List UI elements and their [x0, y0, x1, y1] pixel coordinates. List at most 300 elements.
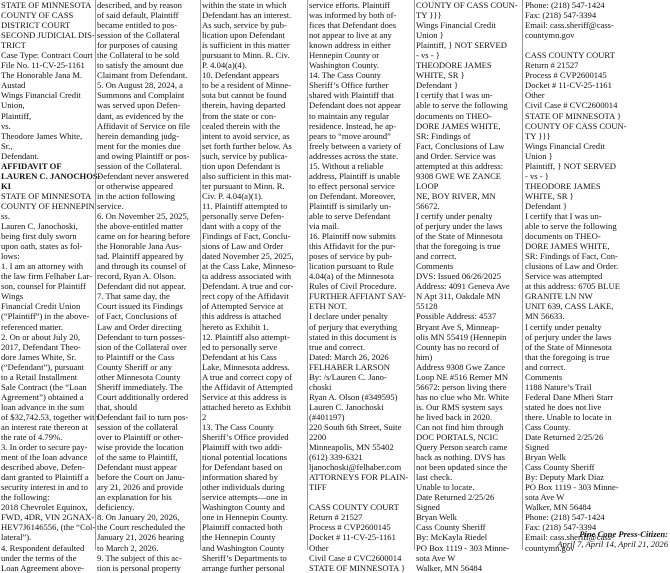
notice-text-line: (“Plaintiff”) in the above- — [1, 311, 90, 322]
notice-column-3 — [202, 0, 305, 573]
notice-text-line: Wings — [1, 291, 24, 302]
notice-text-line: of perjury under the laws — [525, 331, 612, 342]
notice-text-line: Fax: (218) 547-3394 — [525, 522, 597, 533]
notice-text-line: 56672. — [416, 200, 440, 211]
notice-text-line: described, and by reason — [97, 0, 182, 10]
notice-text-line: countymn.gov — [525, 542, 575, 553]
notice-text-line: I certify that I was un- — [525, 210, 602, 221]
notice-text-line: MN 56633. — [525, 311, 565, 322]
notice-text-line: Phone: (218) 547-1424 — [525, 0, 605, 10]
notice-text-line: Comments — [416, 261, 454, 272]
notice-text-line: the Honorable Jana Aus- — [97, 241, 182, 252]
notice-text-line: the following: — [1, 492, 50, 503]
notice-text-line: Defendant } — [525, 200, 568, 211]
notice-text-line: County has no record of — [416, 341, 500, 352]
notice-text-line: also sufficient in this mat- — [202, 170, 292, 181]
notice-text-line: lows: — [1, 251, 20, 262]
notice-text-line: of Fact, Conclusions of — [97, 311, 178, 322]
notice-text-line: Defendant } — [416, 80, 459, 91]
notice-text-line: to effect personal service — [309, 180, 395, 191]
notice-text-line: of the State of Minnesota — [416, 231, 503, 242]
notice-text-line: documents on THEO- — [416, 110, 492, 121]
notice-text-line: ljanochoski@felhaber.com — [309, 462, 402, 473]
notice-text-line: FURTHER AFFIANT SAY- — [309, 291, 406, 302]
notice-text-line: Agreement”) obtained a — [1, 391, 84, 402]
notice-text-line: dant, as evidenced by the — [97, 110, 184, 121]
notice-text-line: 9. The subject of this ac- — [97, 552, 182, 563]
notice-text-line: (612) 339-6321 — [309, 452, 363, 463]
notice-text-line: Law and Order directing — [97, 321, 182, 332]
notice-text-line: 15. Without a reliable — [309, 160, 384, 171]
notice-text-line: intent to avoid service, as — [202, 130, 290, 141]
notice-text-line: referenced matter. — [1, 321, 64, 332]
notice-text-line: ed to personally serve — [202, 341, 278, 352]
notice-text-line: Signed — [525, 442, 549, 453]
notice-text-line: File No. 11-CV-25-1161 — [1, 60, 85, 71]
notice-text-line: Union } — [416, 30, 444, 41]
notice-text-line: Bryant Ave S, Minneap- — [416, 321, 500, 332]
notice-text-line: Sheriff’s Departments to — [202, 552, 287, 563]
notice-text-line: for purposes of causing — [97, 40, 178, 51]
notice-text-line: N Apt 311, Oakdale MN — [416, 291, 501, 302]
notice-text-line: 2017, Defendant Theo- — [1, 341, 81, 352]
notice-text-line: ATTORNEYS FOR PLAIN- — [309, 472, 409, 483]
notice-text-line: A true and correct copy of — [202, 371, 292, 382]
notice-text-line: PO Box 1119 - 303 Minne- — [416, 542, 510, 553]
notice-text-line: service. — [97, 200, 124, 211]
notice-text-line: to March 2, 2026. — [97, 542, 159, 553]
notice-text-line: Plaintiff, — [1, 110, 32, 121]
notice-text-line: to Plaintiff or the Cass — [97, 351, 175, 362]
notice-text-line: NE, BOY RIVER, MN — [416, 190, 496, 201]
notice-text-line: olis MN 55419 (Hennepin — [416, 331, 507, 342]
notice-text-line: loan advance in the sum — [1, 401, 85, 412]
notice-text-line: 9308 GWE WE ZANCE — [416, 170, 502, 181]
notice-text-line: FWD, 4DR, VIN 2GNAX- — [1, 512, 95, 523]
notice-text-line: ss. — [1, 210, 10, 221]
notice-text-line: other individuals during — [202, 482, 285, 493]
notice-text-line: Civ. P. 4.04(a)(1). — [202, 190, 264, 201]
notice-text-line: Process # CVP2600145 — [309, 522, 391, 533]
notice-text-line: one in Hennepin County. — [202, 512, 288, 523]
notice-text-line: to maintain any regular — [309, 110, 389, 121]
notice-text-line: P. 4.04(a)(4). — [202, 60, 247, 71]
notice-text-line: HEV7J6146556, (the “Col- — [1, 522, 96, 533]
column-divider — [307, 0, 308, 550]
notice-text-line: sota Ave W — [525, 492, 565, 503]
notice-text-line: Lake, Minnesota address. — [202, 361, 290, 372]
notice-text-line: known address in either — [309, 40, 391, 51]
notice-text-line: or otherwise appeared — [97, 180, 173, 191]
notice-text-line: Defendant at his Cass — [202, 351, 277, 362]
notice-text-line: security interest in and to — [1, 482, 88, 493]
notice-text-line: Austad — [1, 80, 26, 91]
notice-text-line: last check. — [416, 472, 453, 483]
notice-text-line: As such, service by pub- — [202, 20, 287, 31]
notice-text-line: ta address associated with — [202, 271, 292, 282]
notice-text-line: back as nothing. DVS has — [416, 452, 506, 463]
notice-text-line: Sheriff immediately. The — [97, 381, 183, 392]
notice-text-line: Signed — [416, 502, 440, 513]
notice-text-line: set forth further below. As — [202, 140, 292, 151]
notice-text-line: Walker, MN 56484 — [525, 502, 592, 513]
notice-text-line: Defendant never answered — [97, 170, 189, 181]
notice-text-line: COUNTY OF HENNEPIN — [1, 200, 95, 211]
notice-text-line: service efforts. Plaintiff — [309, 0, 391, 10]
notice-text-line: Union, — [1, 100, 25, 111]
notice-text-line: attempted at this address: — [416, 160, 504, 171]
notice-text-line: choski — [309, 381, 332, 392]
notice-text-line: and Order. Service was — [416, 150, 496, 161]
notice-column-1 — [1, 0, 101, 573]
publication-dates: April 7, April 14, April 21, 2026 — [557, 538, 668, 549]
notice-text-line: residence. Instead, he ap- — [309, 120, 397, 131]
notice-text-line: 7. That same day, the — [97, 291, 170, 302]
notice-text-line: Lauren C. Janochoski — [309, 401, 384, 412]
notice-text-line: the above-entitled matter — [97, 221, 183, 232]
notice-text-line: Affidavit of Service on file — [97, 120, 190, 131]
notice-text-line: CASS COUNTY COURT — [309, 502, 399, 513]
notice-text-line: Process # CVP2600145 — [525, 70, 607, 81]
notice-text-line: session of the Collateral — [97, 30, 180, 41]
notice-heading-line: KI — [1, 180, 12, 191]
notice-text-line: Return # 21527 — [309, 512, 363, 523]
notice-text-line: Return # 21527 — [525, 60, 579, 71]
notice-text-line: Date Returned 2/25/26 — [525, 432, 604, 443]
notice-text-line: 3. In order to secure pay- — [1, 442, 88, 453]
notice-text-line: STATE OF MINNESOTA } — [525, 110, 622, 121]
notice-text-line: clusions of Law and Order. — [525, 261, 619, 272]
notice-text-line: Unable to locate. — [416, 482, 475, 493]
notice-text-line: ETH NOT. — [309, 301, 348, 312]
publication-footer — [557, 529, 668, 549]
notice-text-line: being first duly sworn — [1, 231, 77, 242]
notice-text-line: personally serve Defen- — [202, 210, 285, 221]
notice-text-line: Wings Financial Credit — [525, 140, 605, 151]
notice-text-line: 2. On or about July 20, — [1, 331, 81, 342]
notice-text-line: Court issued its Findings — [97, 301, 183, 312]
notice-text-line: dore James White, Sr. — [1, 351, 77, 362]
column-divider — [95, 0, 96, 550]
notice-text-line: tad. Plaintiff appeared by — [97, 251, 184, 262]
notice-text-line: ment of the loan advance — [1, 452, 88, 463]
notice-text-line — [309, 492, 412, 502]
notice-text-line: sion of the Collateral over — [97, 341, 187, 352]
notice-text-line: arrange further personal — [202, 562, 285, 573]
notice-text-line: tion is personal property — [97, 562, 181, 573]
notice-text-line: UNIT 639, CASS LAKE, — [525, 301, 614, 312]
notice-heading-line: AFFIDAVIT OF — [1, 160, 62, 171]
notice-text-line: DORE JAMES WHITE, — [525, 241, 610, 252]
notice-text-line: upon oath, states as fol- — [1, 241, 83, 252]
notice-text-line: SR: Findings of — [416, 130, 471, 141]
notice-text-line: has no clue who Mr. White — [416, 391, 509, 402]
notice-text-line: and Washington County — [202, 542, 285, 553]
notice-text-line: address, Plaintiff is unable — [309, 170, 401, 181]
notice-text-line: fices that Defendant does — [309, 20, 397, 31]
notice-text-line: Other — [525, 90, 545, 101]
notice-text-line: TY }}} — [525, 130, 551, 141]
notice-text-line: GRANITE LN NW — [525, 291, 593, 302]
notice-text-line: was served upon Defen- — [97, 100, 181, 111]
notice-text-line: information shared by — [202, 472, 278, 483]
notice-text-line: Defendant did not appear. — [97, 281, 186, 292]
notice-text-line: countymn.gov — [525, 30, 575, 41]
notice-text-line: Sr., — [1, 140, 13, 151]
notice-text-line: TY }}} — [416, 10, 442, 21]
notice-text-line: 4.04(a) of the Minnesota — [309, 271, 394, 282]
notice-heading-line: LAUREN C. JANOCHOS- — [1, 170, 101, 181]
notice-text-line: shared with Plaintiff that — [309, 90, 395, 101]
notice-text-line: TRICT — [1, 40, 26, 51]
notice-text-line: Wings Financial Credit — [1, 90, 81, 101]
notice-text-line: Docket # 11-CV-25-1161 — [525, 80, 612, 91]
notice-text-line: vs. — [1, 120, 11, 131]
notice-text-line: not been updated since the — [416, 462, 508, 473]
notice-text-line: ment for the monies due — [97, 140, 181, 151]
notice-text-line: Theodore James White, — [1, 130, 83, 141]
notice-text-line: within the state in which — [202, 0, 287, 10]
notice-text-line: DOC PORTALS, NCIC — [416, 432, 499, 443]
notice-text-line: SR: Findings of Fact, Con- — [525, 251, 618, 262]
notice-text-line: at this address: 6705 BLUE — [525, 281, 620, 292]
notice-text-line: an explanation for his — [97, 492, 172, 503]
notice-text-line: addresses across the state. — [309, 150, 399, 161]
notice-text-line: this Affidavit for the pur- — [309, 241, 396, 252]
notice-column-6 — [525, 0, 668, 553]
notice-text-line: 8. On January 20, 2026, — [97, 512, 180, 523]
notice-text-line: STATE OF MINNESOTA — [1, 0, 92, 10]
notice-text-line: Rules of Civil Procedure. — [309, 281, 397, 292]
notice-text-line: 6. On November 25, 2025, — [97, 210, 189, 221]
notice-text-line: 5. On August 28, 2024, a — [97, 80, 183, 91]
notice-text-line: such, service by publica- — [202, 150, 288, 161]
notice-column-2 — [97, 0, 198, 573]
notice-text-line: THEODORE JAMES — [416, 60, 492, 71]
notice-text-line: of perjury that everything — [309, 321, 398, 332]
notice-text-line: session of the Collateral. — [97, 160, 182, 171]
notice-text-line: in the action following — [97, 190, 176, 201]
notice-text-line: pears to “move around” — [309, 130, 391, 141]
notice-text-line: is. Our RMS system says — [416, 401, 503, 412]
notice-text-line: STATE OF MINNESOTA } — [309, 562, 406, 573]
notice-text-line: 11. Plaintiff attempted to — [202, 200, 288, 211]
notice-text-line: Sheriff’s Office provided — [202, 432, 289, 443]
notice-text-line: Minneapolis, MN 55402 — [309, 442, 394, 453]
notice-text-line: lication pursuant to Rule — [309, 261, 394, 272]
notice-text-line: under the terms of the — [1, 552, 77, 563]
notice-text-line: stated in this document is — [309, 331, 397, 342]
notice-text-line: son, counsel for Plaintiff — [1, 281, 86, 292]
notice-text-line: Civil Case # CVC2600014 — [309, 552, 402, 563]
notice-text-line: Defendant to turn posses- — [97, 331, 186, 342]
notice-text-line: 12. Plaintiff also attempt- — [202, 331, 290, 342]
notice-text-line: the Hennepin County — [202, 532, 276, 543]
notice-text-line: Financial Credit Union — [1, 301, 81, 312]
notice-text-line: Case Type: Contract Court — [1, 50, 93, 61]
notice-text-line: 56672: person living there — [416, 381, 507, 392]
notice-text-line: LOOP — [416, 180, 439, 191]
notice-text-line: Date Returned 2/25/26 — [416, 492, 495, 503]
notice-text-line: 2200 — [309, 432, 327, 443]
notice-text-line: FELHABER LARSON — [309, 361, 390, 372]
notice-text-line: DVS: Issued 06/26/2025 — [416, 271, 501, 282]
notice-text-line: Claimant from Defendant. — [97, 70, 188, 81]
notice-text-line: Cass County. — [525, 421, 571, 432]
notice-text-line: Fact, Conclusions of Law — [416, 140, 505, 151]
notice-text-line: the Court rescheduled the — [97, 522, 186, 533]
notice-text-line: sota but cannot be found — [202, 90, 287, 101]
notice-text-line: able to serve the following — [525, 221, 617, 232]
notice-text-line: that the foregoing is true — [416, 241, 501, 252]
notice-text-line: Summons and Complaint — [97, 90, 185, 101]
notice-text-line: 4. Respondent defaulted — [1, 542, 85, 553]
notice-text-line: over to Plaintiff or other- — [97, 432, 184, 443]
notice-text-line: dated November 25, 2025, — [202, 251, 294, 262]
notice-text-line: him) — [416, 351, 433, 362]
notice-text-line: By: /s/Lauren C. Jano- — [309, 371, 387, 382]
notice-text-line: Loop NE #516 Remer MN — [416, 371, 509, 382]
notice-text-line: Query Person search came — [416, 442, 508, 453]
notice-text-line: and correct. — [416, 251, 457, 262]
notice-text-line: that, should — [97, 401, 138, 412]
notice-text-line: sions of Law and Order — [202, 241, 284, 252]
notice-text-line: COUNTY OF CASS COUN- — [416, 0, 518, 10]
notice-text-line: Washington County. — [309, 60, 379, 71]
notice-text-line: 220 South 6th Street, Suite — [309, 421, 402, 432]
notice-text-line: tional potential locations — [202, 452, 287, 463]
notice-text-line: that the foregoing is true — [525, 351, 610, 362]
notice-text-line: Service at this address is — [202, 391, 287, 402]
notice-text-line: Other — [309, 542, 329, 553]
notice-text-line: the law firm Felhaber Lar- — [1, 271, 92, 282]
notice-text-line: came on for hearing before — [97, 231, 191, 242]
notice-text-line: to satisfy the amount due — [97, 60, 184, 71]
notice-text-line: 10. Defendant appears — [202, 70, 280, 81]
column-divider — [414, 0, 415, 550]
notice-text-line: WHITE, SR } — [525, 190, 574, 201]
notice-text-line: 2 — [202, 411, 207, 422]
notice-text-line: Bryan Welk — [525, 452, 566, 463]
notice-text-line: to a Retail Installment — [1, 371, 78, 382]
notice-text-line: lication upon Defendant — [202, 30, 286, 41]
notice-text-line: I certify under penalty — [416, 210, 493, 221]
notice-text-line: Plaintiff is similarly un- — [309, 200, 392, 211]
notice-text-line: (“Defendant”), pursuant — [1, 361, 85, 372]
notice-text-line: on Defendant. Moreover, — [309, 190, 396, 201]
notice-text-line: the rate of 4.79%. — [1, 432, 63, 443]
notice-text-line: Comments — [525, 371, 563, 382]
notice-text-line: CASS COUNTY COURT — [525, 50, 615, 61]
notice-text-line: 14. The Cass County — [309, 70, 381, 81]
notice-text-line: at the Cass Lake, Minneso- — [202, 261, 296, 272]
notice-text-line: Findings of Fact, Conclu- — [202, 231, 291, 242]
notice-text-line: he lived back in 2020. — [416, 411, 493, 422]
notice-text-line: 55128 — [416, 301, 438, 312]
notice-text-line: COUNTY OF CASS COUN- — [525, 120, 627, 131]
notice-text-line: ter pursuant to Minn. R. — [202, 180, 285, 191]
notice-text-line: of $32,742.53, together with — [1, 411, 99, 422]
notice-column-5 — [416, 0, 520, 573]
notice-text-line: became entitled to pos- — [97, 20, 177, 31]
notice-text-line: able to serve Defendant — [309, 210, 391, 221]
notice-text-line: Phone: (218) 547-1424 — [525, 512, 605, 523]
notice-text-line: January 21, 2026 hearing — [97, 532, 184, 543]
column-divider — [200, 0, 201, 550]
notice-text-line: Union } — [525, 150, 553, 161]
notice-text-line: Bryan Welk — [416, 512, 457, 523]
notice-text-line: STATE OF MINNESOTA — [1, 190, 92, 201]
notice-text-line: Plaintiff contacted both — [202, 522, 283, 533]
notice-text-line: poses of service by pub- — [309, 251, 393, 262]
notice-text-line: 16. Plaintiff now submits — [309, 231, 396, 242]
notice-text-line: Email: cass.sheriff@cass- — [525, 532, 614, 543]
notice-text-line: Washington County and — [202, 502, 285, 513]
notice-text-line: is sufficient in this matter — [202, 40, 290, 51]
notice-text-line: - vs - } — [416, 50, 440, 61]
notice-text-line: record, Ryan A. Olson. — [97, 271, 176, 282]
notice-text-line: rect copy of the Affidavit — [202, 291, 289, 302]
notice-text-line: I declare under penalty — [309, 311, 388, 322]
notice-text-line: of the same to Plaintiff, — [97, 452, 178, 463]
notice-text-line: By: Deputy Mark Diaz — [525, 472, 604, 483]
notice-text-line: Plaintiff with two addi- — [202, 442, 283, 453]
notice-text-line: dant granted to Plaintiff a — [1, 472, 89, 483]
notice-text-line: lateral”). — [1, 532, 32, 543]
notice-text-line: Civil Case # CVC2600014 — [525, 100, 618, 111]
notice-text-line: pursuant to Minn. R. Civ. — [202, 50, 290, 61]
notice-text-line: via mail. — [309, 221, 340, 232]
notice-text-line: Address: 4091 Geneva Ave — [416, 281, 510, 292]
notice-text-line: this address is attached — [202, 311, 281, 322]
notice-text-line: (#401197) — [309, 411, 345, 422]
notice-text-line: Defendant must appear — [97, 462, 177, 473]
notice-text-line: of Attempted Service at — [202, 301, 284, 312]
notice-text-line — [525, 40, 668, 50]
notice-text-line: THEODORE JAMES — [525, 180, 601, 191]
notice-text-line: not appear to live at any — [309, 30, 392, 41]
notice-text-line: Fax: (218) 547-3394 — [525, 10, 597, 21]
notice-text-line: The Honorable Jana M. — [1, 70, 83, 81]
notice-text-line: and correct. — [525, 361, 566, 372]
notice-text-line: Service was attempted — [525, 271, 603, 282]
notice-text-line: from the state or con- — [202, 110, 276, 121]
notice-text-line: Defendant. — [1, 150, 39, 161]
notice-text-line: I certify that I was un- — [416, 90, 493, 101]
publication-name: Pine Cone Press-Citizen: — [579, 528, 668, 539]
notice-text-line: to be a resident of Minne- — [202, 80, 292, 91]
notice-text-line: DORE JAMES WHITE, — [416, 120, 501, 131]
notice-text-line: PO Box 1119 - 303 Minne- — [525, 482, 619, 493]
notice-text-line: of perjury under the laws — [416, 221, 503, 232]
notice-text-line: Plaintiff, } NOT SERVED — [416, 40, 507, 51]
column-divider — [522, 0, 523, 550]
notice-text-line: Federal Dane Mheri Starr — [525, 391, 614, 402]
notice-text-line: Cass County Sheriff — [416, 522, 486, 533]
notice-text-line: attached hereto as Exhibit — [202, 401, 292, 412]
notice-text-line: freely between a variety of — [309, 140, 402, 151]
notice-text-line: and owing Plaintiff or pos- — [97, 150, 190, 161]
notice-column-4 — [309, 0, 412, 573]
notice-text-line: the Collateral to be sold — [97, 50, 180, 61]
notice-text-line: documents on THEO- — [525, 231, 601, 242]
notice-text-line: Defendant does not appear — [309, 100, 401, 111]
notice-text-line: hereto as Exhibit 1. — [202, 321, 269, 332]
notice-text-line: Walker, MN 56484 — [416, 562, 483, 573]
notice-text-line: stated he does not live — [525, 401, 602, 412]
notice-text-line: session of the collateral — [97, 421, 178, 432]
notice-text-line: tion upon Defendant is — [202, 160, 281, 171]
